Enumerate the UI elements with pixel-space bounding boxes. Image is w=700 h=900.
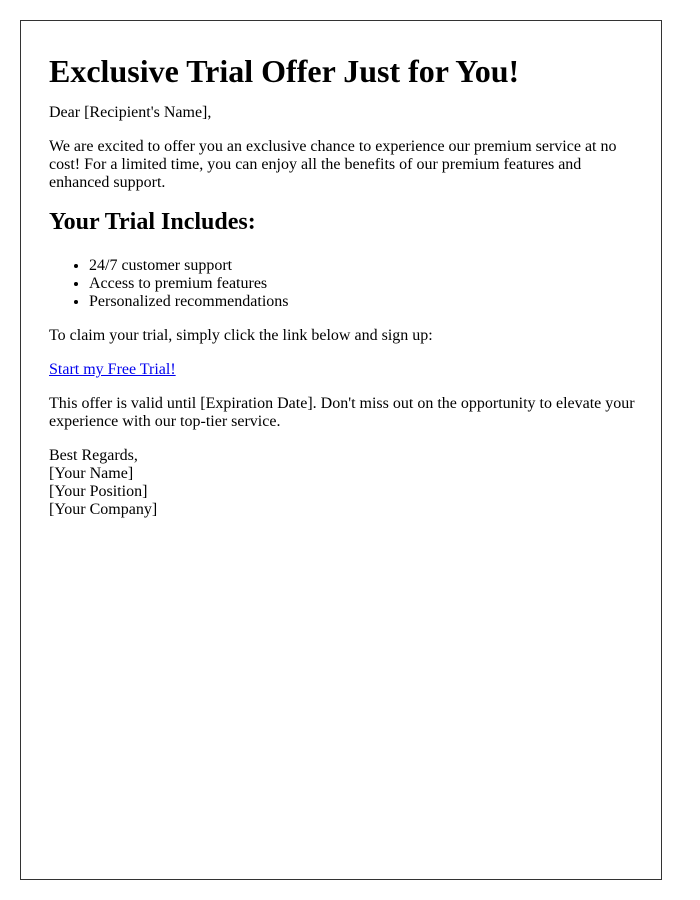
sender-name: [Your Name] bbox=[49, 465, 134, 483]
sender-position: [Your Position] bbox=[49, 483, 148, 501]
link-paragraph bbox=[49, 361, 641, 379]
greeting: Dear [Recipient's Name], bbox=[49, 104, 212, 122]
sender-company: [Your Company] bbox=[49, 501, 158, 519]
claim-instructions: To claim your trial, simply click the link below and sign up: bbox=[49, 327, 433, 345]
letter-title: Exclusive Trial Offer Just for You! bbox=[49, 53, 520, 89]
letter-container bbox=[20, 20, 662, 880]
feature-item-recommendations: • Personalized recommendations bbox=[89, 293, 641, 311]
closing-block bbox=[49, 447, 641, 519]
feature-item-support: • 24/7 customer support bbox=[89, 257, 641, 275]
trial-includes-heading: Your Trial Includes: bbox=[49, 209, 256, 236]
intro-paragraph: We are excited to offer you an exclusive chance to experience our premium service at no cost! For a limited time, you can enjoy all the benefits of our premium features and enhanced support. bbox=[49, 138, 617, 192]
start-free-trial-link[interactable]: Start my Free Trial! bbox=[49, 361, 176, 379]
closing-regards: Best Regards, bbox=[49, 447, 138, 465]
validity-paragraph: This offer is valid until [Expiration Date]. Don't miss out on the opportunity to elevate your experience with our top-tier service. bbox=[49, 395, 635, 431]
feature-item-premium-access: • Access to premium features bbox=[89, 275, 641, 293]
features-list bbox=[49, 257, 641, 311]
